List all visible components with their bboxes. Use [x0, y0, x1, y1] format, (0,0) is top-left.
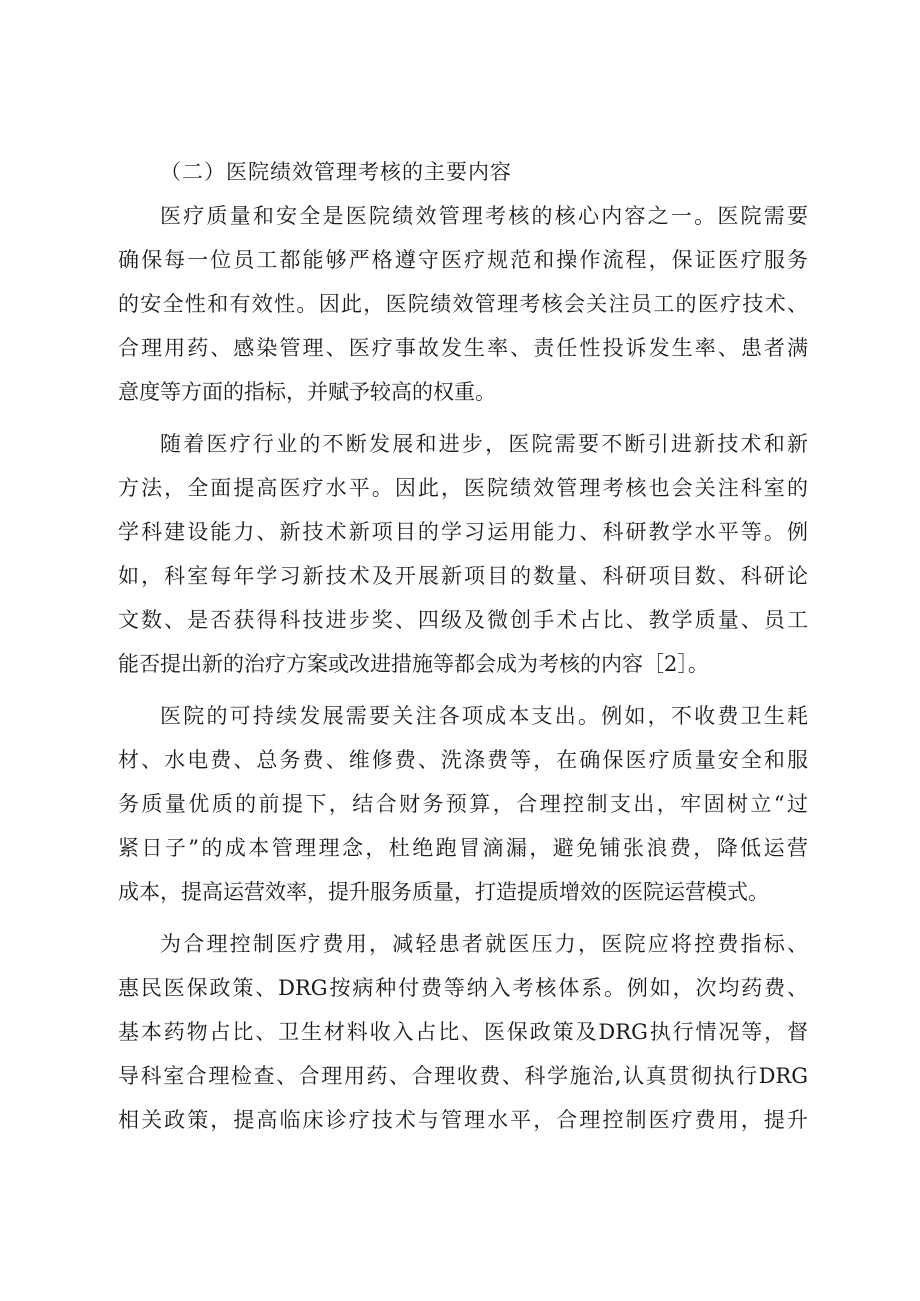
text-line: 如，科室每年学习新技术及开展新项目的数量、科研项目数、科研论: [118, 564, 808, 588]
text-line: 随着医疗行业的不断发展和进步，医院需要不断引进新技术和新: [160, 432, 808, 456]
text-line: 医院的可持续发展需要关注各项成本支出。例如，不收费卫生耗: [160, 704, 808, 728]
text-line: 确保每一位员工都能够严格遵守医疗规范和操作流程，保证医疗服务: [118, 248, 808, 272]
text-line: 相关政策，提高临床诊疗技术与管理水平，合理控制医疗费用，提升: [118, 1108, 808, 1132]
text-line: 成本，提高运营效率，提升服务质量，打造提质增效的医院运营模式。: [118, 880, 769, 904]
text-line: 医疗质量和安全是医院绩效管理考核的核心内容之一。医院需要: [160, 204, 808, 228]
paragraph-medical-expenses: [118, 922, 808, 1142]
text-line: 学科建设能力、新技术新项目的学习运用能力、科研教学水平等。例: [118, 520, 808, 544]
text-line: 文数、是否获得科技进步奖、四级及微创手术占比、教学质量、员工: [118, 608, 808, 632]
text-line: 意度等方面的指标，并赋予较高的权重。: [118, 380, 496, 404]
text-line: 合理用药、感染管理、医疗事故发生率、责任性投诉发生率、患者满: [118, 336, 808, 360]
text-line: 能否提出新的治疗方案或改进措施等都会成为考核的内容［2］。: [118, 652, 709, 676]
section-heading: （二）医院绩效管理考核的主要内容: [160, 160, 512, 184]
paragraph-cost-control: [118, 694, 808, 914]
document-page: [118, 150, 808, 1150]
text-line: 基本药物占比、卫生材料收入占比、医保政策及DRG执行情况等，督: [118, 1020, 808, 1044]
text-line: 材、水电费、总务费、维修费、洗涤费等，在确保医疗质量安全和服: [118, 748, 808, 772]
text-line: 惠民医保政策、DRG按病种付费等纳入考核体系。例如，次均药费、: [118, 976, 808, 1000]
text-line: 紧日子”的成本管理理念，杜绝跑冒滴漏，避免铺张浪费，降低运营: [118, 836, 808, 860]
text-line: 导科室合理检查、合理用药、合理收费、科学施治,认真贯彻执行DRG: [118, 1064, 808, 1088]
text-line: 的安全性和有效性。因此，医院绩效管理考核会关注员工的医疗技术、: [118, 292, 808, 316]
paragraph-medical-quality: [118, 194, 808, 414]
text-line: 为合理控制医疗费用，减轻患者就医压力，医院应将控费指标、: [160, 932, 808, 956]
text-line: 务质量优质的前提下，结合财务预算，合理控制支出，牢固树立“过: [118, 792, 808, 816]
paragraph-technology-innovation: [118, 422, 808, 686]
text-line: 方法，全面提高医疗水平。因此，医院绩效管理考核也会关注科室的: [118, 476, 808, 500]
